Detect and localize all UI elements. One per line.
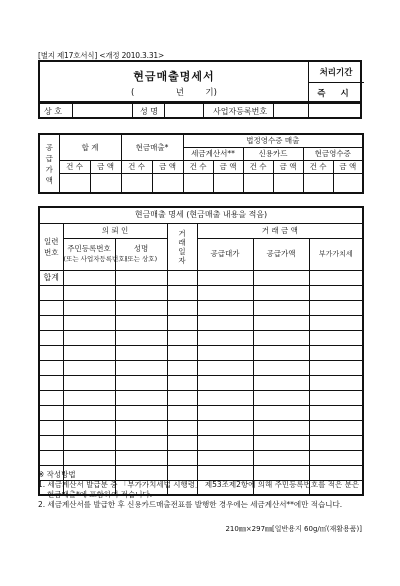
input-cell[interactable] [63,450,115,465]
input-cell[interactable] [167,390,197,405]
input-cell[interactable] [197,450,253,465]
input-cell[interactable] [63,330,115,345]
input-cell[interactable] [115,360,167,375]
input-cell[interactable] [197,330,253,345]
period-year: 년 [175,88,184,98]
tax-invoice-header: 세금계산서** [183,147,243,160]
input-cell[interactable] [63,270,115,285]
input-cell[interactable] [309,450,363,465]
input-cell[interactable] [39,315,63,330]
supply-price-header: 공급대가 [197,238,253,270]
cash-receipt-header: 현금영수증 [303,147,363,160]
form-label: [별지 제17호서식] <개정 2010.3.31> [38,51,165,60]
input-cell[interactable] [115,330,167,345]
detail-row [39,435,363,450]
input-cell[interactable] [63,315,115,330]
input-cell[interactable] [309,375,363,390]
input-cell[interactable] [253,345,309,360]
instructions [38,470,362,510]
input-cell[interactable] [243,173,273,193]
input-cell[interactable] [183,173,213,193]
input-cell[interactable] [115,270,167,285]
supply-amount-label: 공 급 가 액 [39,134,59,193]
input-cell[interactable] [167,330,197,345]
transaction-amount-header: 거 래 금 액 [197,223,363,238]
input-cell[interactable] [273,173,303,193]
input-cell[interactable] [90,173,121,193]
detail-row [39,450,363,465]
taxpayer-id-row [38,103,362,119]
input-cell[interactable] [167,285,197,300]
input-cell[interactable] [39,420,63,435]
sales-summary-table [38,133,364,194]
input-cell[interactable] [167,420,197,435]
detail-row [39,300,363,315]
input-cell[interactable] [167,450,197,465]
detail-row [39,315,363,330]
input-cell[interactable] [253,270,309,285]
input-cell[interactable] [167,375,197,390]
input-cell[interactable] [63,420,115,435]
input-cell[interactable] [253,420,309,435]
input-cell[interactable] [309,300,363,315]
input-cell[interactable] [115,375,167,390]
input-cell[interactable] [39,405,63,420]
client-name-header: 성명 (또는 상호) [115,238,167,270]
input-cell[interactable] [309,285,363,300]
count-header: 건 수 [59,160,90,173]
input-cell[interactable] [253,390,309,405]
period-term: 기) [205,88,217,98]
input-cell[interactable] [333,173,363,193]
input-cell[interactable] [167,405,197,420]
input-cell[interactable] [197,405,253,420]
count-header: 건 수 [183,160,213,173]
total-header: 합 계 [59,134,121,160]
amount-header: 금 액 [213,160,243,173]
input-cell[interactable] [59,173,90,193]
input-cell[interactable] [197,360,253,375]
input-cell[interactable] [197,315,253,330]
input-cell[interactable] [309,360,363,375]
input-cell[interactable] [63,390,115,405]
input-cell[interactable] [197,420,253,435]
detail-row [39,330,363,345]
cash-sales-detail-table [38,206,364,496]
input-cell[interactable] [167,315,197,330]
period-line [40,86,308,98]
total-row-label: 합계 [39,270,63,285]
amount-header: 금 액 [333,160,363,173]
input-cell[interactable] [197,435,253,450]
input-cell[interactable] [63,300,115,315]
input-cell[interactable] [39,285,63,300]
input-cell[interactable] [253,285,309,300]
detail-row [39,405,363,420]
input-cell[interactable] [115,285,167,300]
count-header: 건 수 [121,160,152,173]
input-cell[interactable] [115,315,167,330]
input-cell[interactable] [39,390,63,405]
input-cell[interactable] [309,390,363,405]
input-cell[interactable] [309,405,363,420]
resident-no-header: 주민등록번호 (또는 사업자등록번호) [63,238,115,270]
input-cell[interactable] [253,405,309,420]
input-cell[interactable] [309,420,363,435]
input-cell[interactable] [115,435,167,450]
input-cell[interactable] [39,435,63,450]
amount-header: 금 액 [152,160,183,173]
input-cell[interactable] [167,360,197,375]
input-cell[interactable] [63,375,115,390]
input-cell[interactable] [197,345,253,360]
detail-row [39,345,363,360]
detail-caption: 현금매출 명세 (현금매출 내용을 적음) [39,207,363,223]
input-cell[interactable] [39,375,63,390]
serial-no-header: 일련 번호 [39,223,63,270]
input-cell[interactable] [309,330,363,345]
paper-spec: 210㎜×297㎜[일반용지 60g/㎡(재활용품)] [225,525,362,533]
input-cell[interactable] [115,390,167,405]
input-cell[interactable] [115,405,167,420]
instruction-item: 1. 세금계산서 발급분 중 「부가가치세법 시행령」 제53조제2항에 의해 주민등록번호를 적은 분은 현금매출*에 포함하여 적습니다. [38,480,360,499]
input-cell[interactable] [309,270,363,285]
name-label: 성 명 [140,107,158,116]
input-cell[interactable] [39,300,63,315]
input-cell[interactable] [167,435,197,450]
input-cell[interactable] [253,300,309,315]
input-cell[interactable] [63,345,115,360]
count-header: 건 수 [243,160,273,173]
input-cell[interactable] [63,435,115,450]
input-cell[interactable] [197,300,253,315]
detail-row [39,390,363,405]
input-cell[interactable] [213,173,243,193]
amount-header: 금 액 [273,160,303,173]
count-header: 건 수 [303,160,333,173]
cash-sales-header: 현금매출* [121,134,183,160]
input-cell[interactable] [115,345,167,360]
detail-row [39,375,363,390]
input-cell[interactable] [309,345,363,360]
input-cell[interactable] [167,270,197,285]
input-cell[interactable] [303,173,333,193]
input-cell[interactable] [63,285,115,300]
supply-value-header: 공급가액 [253,238,309,270]
input-cell[interactable] [309,315,363,330]
trade-name-label: 상 호 [44,107,62,116]
transaction-date-header: 거 래 일 자 [167,223,197,270]
amount-header: 금 액 [90,160,121,173]
input-cell[interactable] [197,390,253,405]
input-cell[interactable] [253,450,309,465]
input-cell[interactable] [115,420,167,435]
client-header: 의 뢰 인 [63,223,167,238]
credit-card-header: 신용카드 [243,147,303,160]
input-cell[interactable] [197,285,253,300]
form-title: 현금매출명세서 [133,70,215,83]
period-open: ( [131,88,135,98]
input-cell[interactable] [63,360,115,375]
input-cell[interactable] [197,270,253,285]
input-cell[interactable] [167,300,197,315]
input-cell[interactable] [253,375,309,390]
input-cell[interactable] [39,330,63,345]
vat-header: 부가가치세 [309,238,363,270]
input-cell[interactable] [39,360,63,375]
input-cell[interactable] [309,435,363,450]
input-cell[interactable] [167,345,197,360]
input-cell[interactable] [253,315,309,330]
process-period-label: 처리기간 [319,68,353,78]
input-cell[interactable] [115,450,167,465]
input-cell[interactable] [121,173,152,193]
input-cell[interactable] [253,435,309,450]
input-cell[interactable] [63,405,115,420]
detail-row [39,420,363,435]
statutory-receipt-header: 법정영수증 매출 [183,134,363,147]
business-reg-no-label: 사업자등록번호 [213,107,268,116]
detail-row [39,360,363,375]
input-cell[interactable] [253,360,309,375]
instructions-title: ※ 작성방법 [38,470,76,479]
input-cell[interactable] [39,345,63,360]
input-cell[interactable] [253,330,309,345]
detail-row [39,285,363,300]
input-cell[interactable] [39,450,63,465]
input-cell[interactable] [197,375,253,390]
input-cell[interactable] [152,173,183,193]
instruction-item: 2. 세금계산서를 발급한 후 신용카드매출전표를 발행한 경우에는 세금계산서**에만 적습니다. [38,500,343,509]
form-header [38,60,362,103]
input-cell[interactable] [115,300,167,315]
process-period-value: 즉 시 [317,89,355,99]
